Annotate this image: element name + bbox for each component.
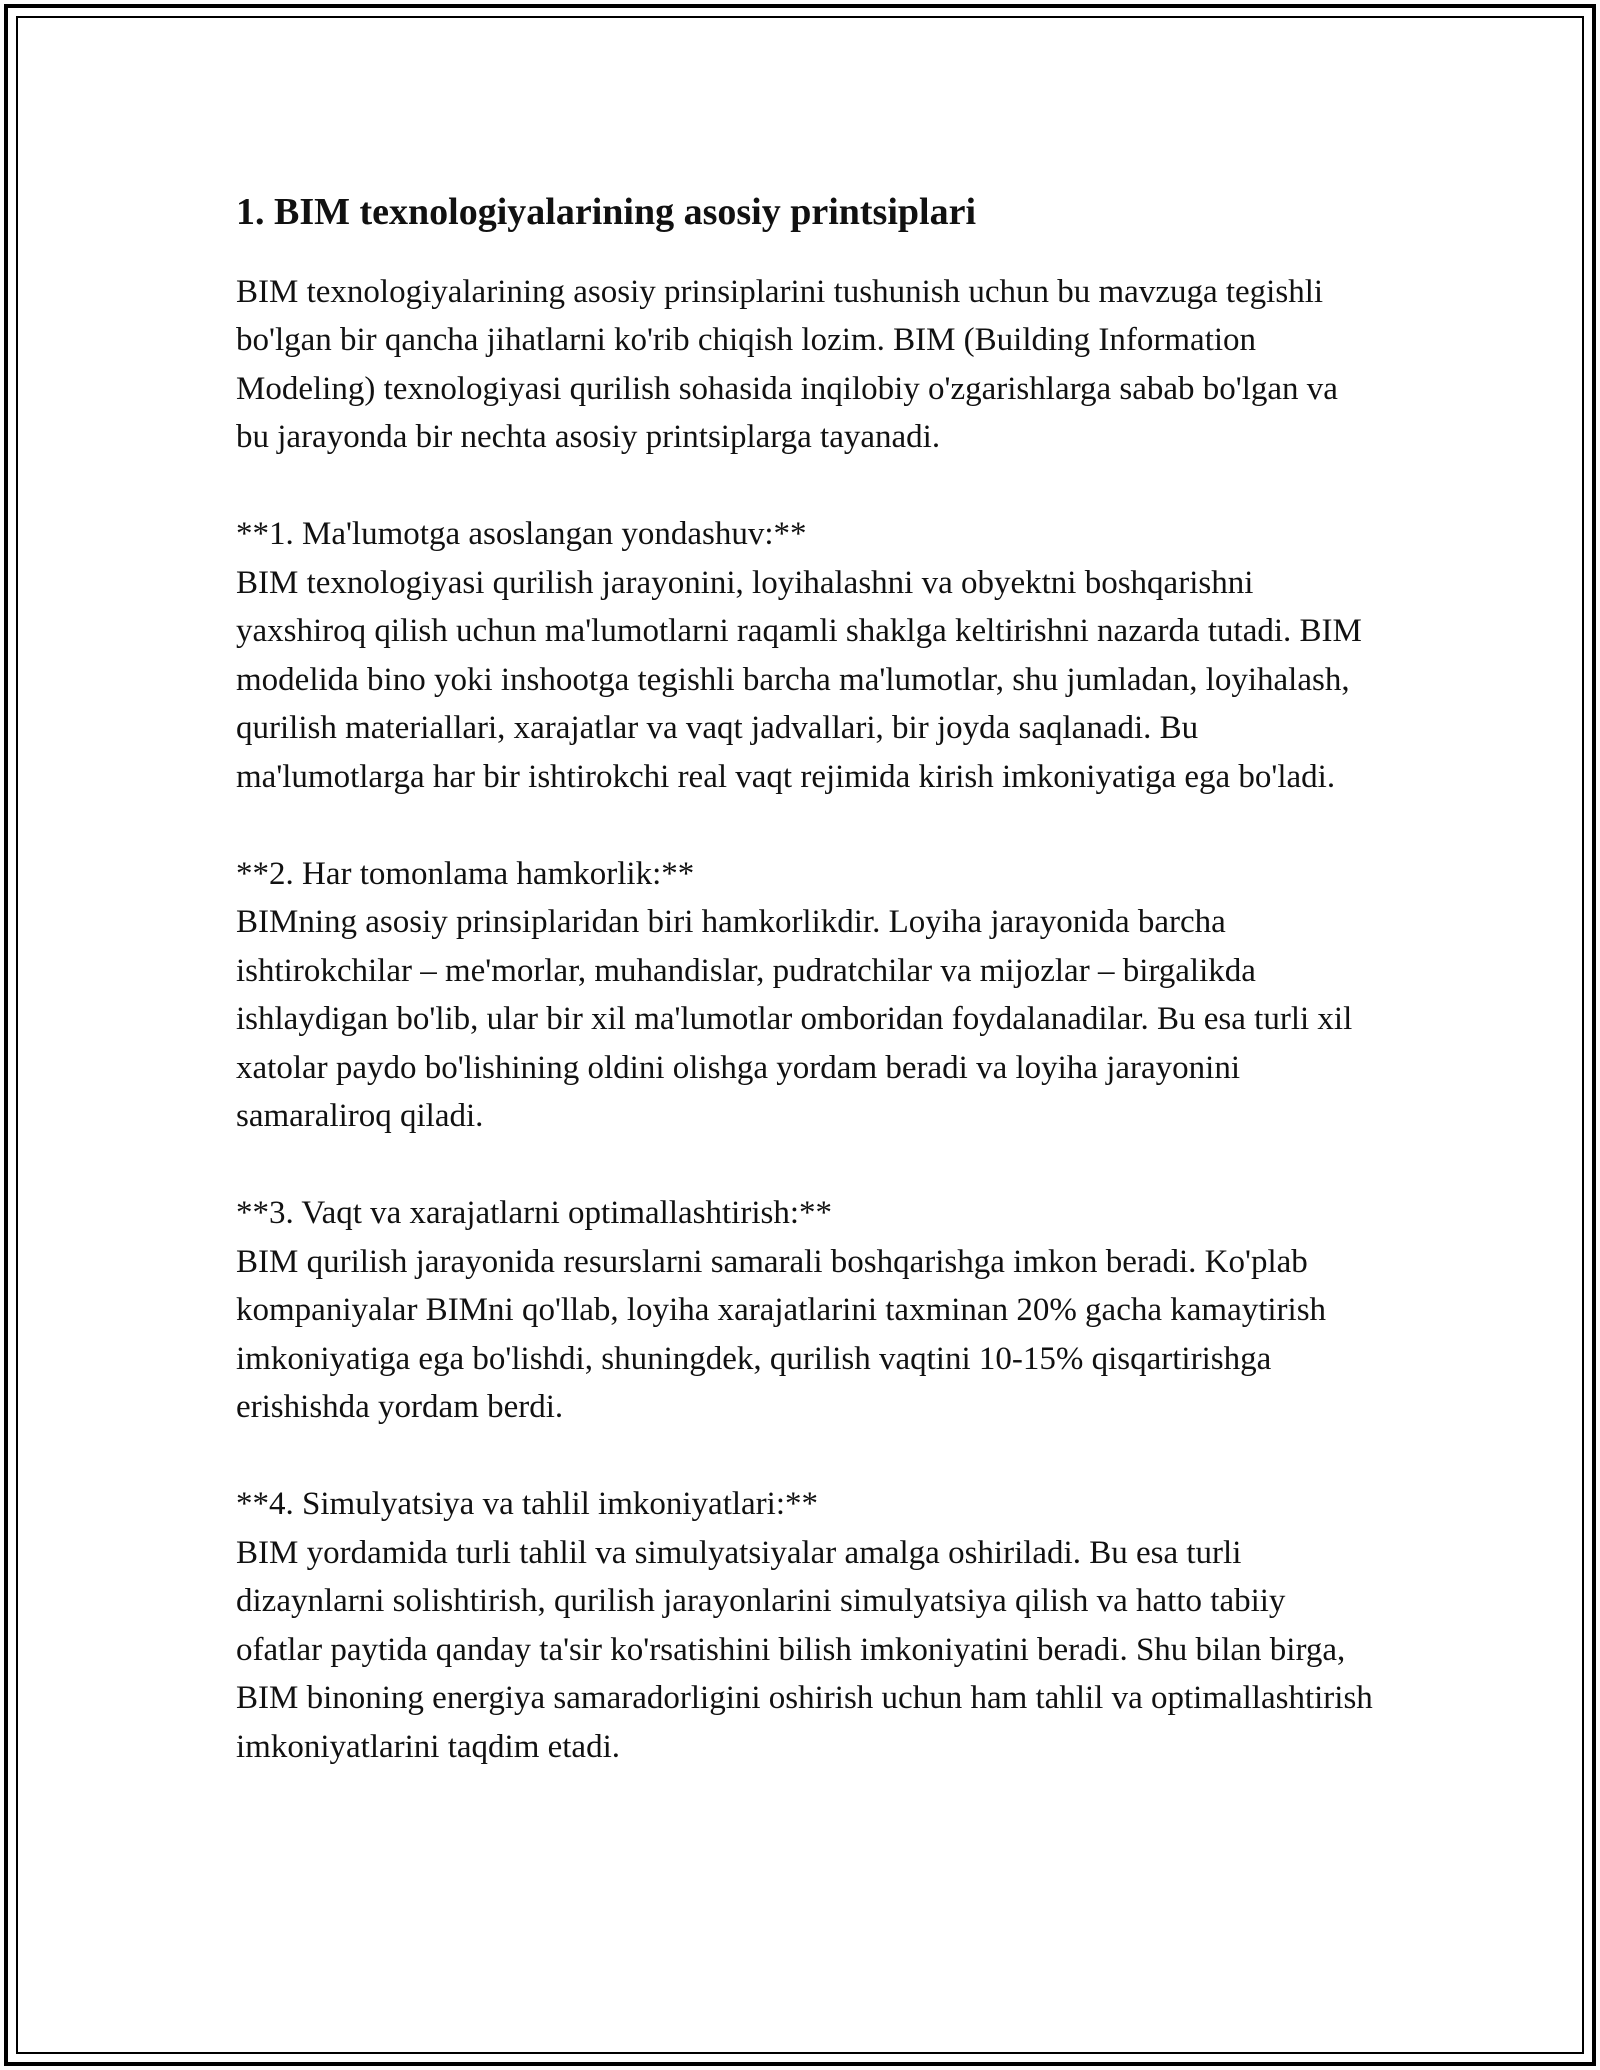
document-title: 1. BIM texnologiyalarining asosiy printsiplari [236, 191, 977, 233]
section-heading: **3. Vaqt va xarajatlarni optimallashtirish:** [236, 1195, 833, 1232]
document-body [236, 180, 1376, 1820]
section-3 [236, 1189, 1376, 1432]
section-4 [236, 1480, 1376, 1771]
section-body: BIM texnologiyasi qurilish jarayonini, loyihalashni va obyektni boshqarishni yaxshiroq qilish uchun ma'lumotlarni raqamli shaklga keltirishni nazarda tutadi. BIM modelida bino yoki inshootga tegishli barcha ma'lumotlar, shu jumladan, loyihalash, qurilish materiallari, xarajatlar va vaqt jadvallari, bir joyda saqlanadi. Bu ma'lumotlarga har bir ishtirokchi real vaqt rejimida kirish imkoniyatiga ega bo'ladi. [236, 564, 1362, 795]
section-heading: **2. Har tomonlama hamkorlik:** [236, 855, 695, 892]
intro-paragraph: BIM texnologiyalarining asosiy prinsiplarini tushunish uchun bu mavzuga tegishli bo'lgan bir qancha jihatlarni ko'rib chiqish lozim. BIM (Building Information Modeling) texnologiyasi qurilish sohasida inqilobiy o'zgarishlarga sabab bo'lgan va bu jarayonda bir nechta asosiy printsiplarga tayanadi. [236, 273, 1338, 456]
section-2 [236, 850, 1376, 1141]
section-heading: **1. Ma'lumotga asoslangan yondashuv:** [236, 516, 807, 553]
section-body: BIM qurilish jarayonida resurslarni samarali boshqarishga imkon beradi. Ko'plab kompaniyalar BIMni qo'llab, loyiha xarajatlarini taxminan 20% gacha kamaytirish imkoniyatiga ega bo'lishdi, shuningdek, qurilish vaqtini 10-15% qisqartirishga erishishda yordam berdi. [236, 1243, 1327, 1426]
section-1 [236, 510, 1376, 801]
section-body: BIM yordamida turli tahlil va simulyatsiyalar amalga oshiriladi. Bu esa turli dizaynlarni solishtirish, qurilish jarayonlarini simulyatsiya qilish va hatto tabiiy ofatlar paytida qanday ta'sir ko'rsatishini bilish imkoniyatini beradi. Shu bilan birga, BIM binoning energiya samaradorligini oshirish uchun ham tahlil va optimallashtirish imkoniyatlarini taqdim etadi. [236, 1534, 1373, 1765]
section-body: BIMning asosiy prinsiplaridan biri hamkorlikdir. Loyiha jarayonida barcha ishtirokchilar – me'morlar, muhandislar, pudratchilar va mijozlar – birgalikda ishlaydigan bo'lib, ular bir xil ma'lumotlar omboridan foydalanadilar. Bu esa turli xil xatolar paydo bo'lishining oldini olishga yordam beradi va loyiha jarayonini samaraliroq qiladi. [236, 904, 1353, 1135]
section-heading: **4. Simulyatsiya va tahlil imkoniyatlari:** [236, 1486, 819, 1523]
